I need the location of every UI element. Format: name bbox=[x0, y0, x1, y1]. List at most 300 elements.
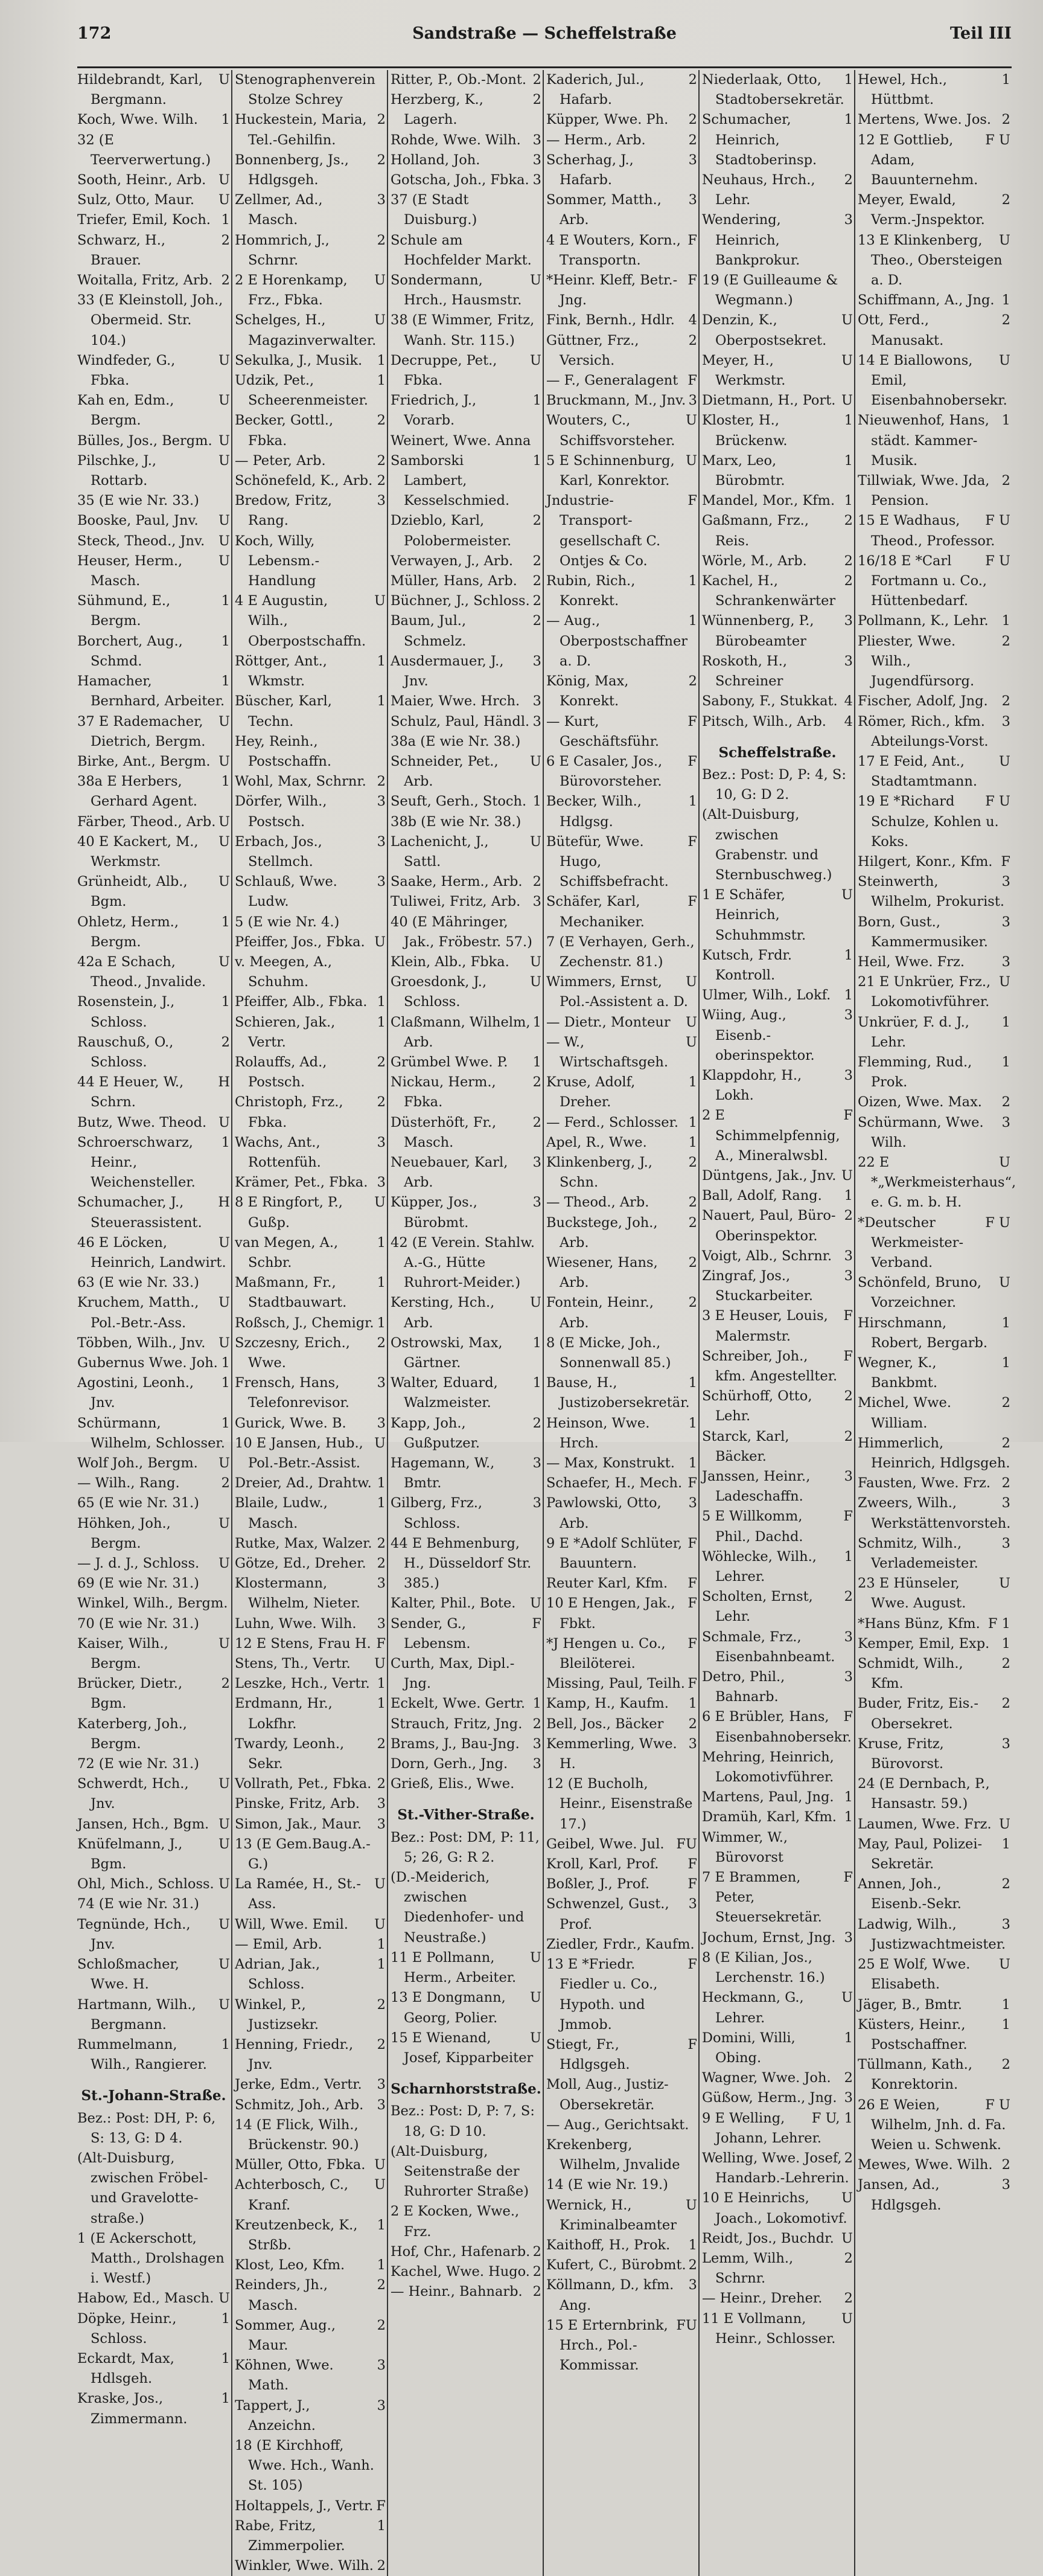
directory-entry bbox=[702, 1748, 853, 1787]
floor-code: U bbox=[841, 392, 853, 409]
directory-entry bbox=[546, 1473, 697, 1493]
entry-text: 10 E Jansen, Hub., Pol.-Betr.-Assist. bbox=[235, 1435, 363, 1472]
directory-entry bbox=[702, 1547, 853, 1587]
page-header bbox=[77, 18, 1012, 46]
entry-text: *J Hengen u. Co., Bleilöterei. bbox=[546, 1635, 666, 1672]
directory-entry bbox=[77, 231, 230, 271]
entry-text: Weinert, Wwe. Anna bbox=[391, 432, 531, 449]
floor-code: 1 bbox=[688, 613, 697, 629]
entry-text: 8 (E Micke, Joh., Sonnenwall 85.) bbox=[546, 1334, 671, 1371]
entry-text: Zweers, Wilh., Werkstättenvorsteh. bbox=[858, 1495, 1011, 1531]
entry-text: Saake, Herm., Arb. bbox=[391, 874, 523, 890]
floor-code: U bbox=[374, 312, 386, 328]
floor-code: 4 bbox=[844, 693, 853, 710]
entry-text: Tüllmann, Kath., Konrektorin. bbox=[858, 2057, 972, 2093]
floor-code: 3 bbox=[688, 152, 697, 168]
entry-text: 46 E Löcken, Heinrich, Landwirt. bbox=[77, 1234, 226, 1270]
floor-code: U bbox=[530, 272, 541, 289]
directory-entry bbox=[77, 1333, 230, 1353]
directory-entry bbox=[546, 190, 697, 230]
page-number: 172 bbox=[77, 24, 112, 43]
directory-entry bbox=[235, 1614, 386, 1634]
columns-container bbox=[77, 70, 1016, 2574]
directory-entry bbox=[702, 1306, 853, 1346]
directory-entry bbox=[858, 290, 1010, 310]
entry-text: Birke, Ant., Bergm. bbox=[77, 753, 211, 769]
entry-text: Blaile, Ludw., Masch. bbox=[235, 1495, 328, 1531]
directory-entry bbox=[391, 691, 541, 711]
entry-text: — Aug., Gerichtsakt. bbox=[546, 2116, 689, 2133]
directory-entry bbox=[391, 872, 541, 892]
directory-entry bbox=[235, 70, 386, 110]
floor-code: 1 bbox=[844, 2030, 853, 2046]
directory-entry bbox=[391, 2028, 541, 2068]
entry-text: 38a E Herbers, Gerhard Agent. bbox=[77, 774, 197, 810]
entry-text: 65 (E wie Nr. 31.) bbox=[77, 1495, 199, 1511]
directory-entry bbox=[77, 391, 230, 431]
directory-entry bbox=[391, 451, 541, 511]
entry-text: Brams, J., Bau-Jng. bbox=[391, 1735, 520, 1752]
entry-text: 2 E Schimmelpfennig, A., Mineralwsbl. bbox=[702, 1107, 840, 1164]
directory-entry bbox=[858, 1874, 1010, 1914]
entry-text: Schumacher, J., Steuerassistent. bbox=[77, 1194, 202, 1231]
directory-entry bbox=[546, 752, 697, 792]
floor-code: U bbox=[218, 172, 230, 188]
floor-code: 2 bbox=[1001, 633, 1010, 649]
entry-text: Bause, H., Justizobersekretär. bbox=[546, 1375, 690, 1411]
entry-text: Nickau, Herm., Fbka. bbox=[391, 1074, 496, 1110]
entry-text: Pilschke, J., Rottarb. bbox=[77, 452, 157, 489]
floor-code: 2 bbox=[532, 613, 541, 629]
entry-text: 1 (E Ackerschott, Matth., Drolshagen i. Westf.) bbox=[77, 2230, 225, 2287]
entry-text: 5 E Willkomm, Phil., Dachd. bbox=[702, 1508, 803, 1545]
directory-entry bbox=[235, 491, 386, 531]
directory-entry bbox=[77, 1834, 230, 1874]
entry-text: Kraske, Jos., Zimmermann. bbox=[77, 2391, 188, 2427]
entry-text: 11 E Pollmann, Herm., Arbeiter. bbox=[391, 1949, 517, 1986]
entry-text: Schreiber, Joh., kfm. Angestellter. bbox=[702, 1348, 838, 1384]
entry-text: Heckmann, G., Lehrer. bbox=[702, 1990, 804, 2026]
floor-code: 1 bbox=[221, 1375, 230, 1391]
directory-entry bbox=[391, 1754, 541, 1774]
directory-entry bbox=[546, 1634, 697, 1674]
entry-text: 3 E Heuser, Louis, Malermstr. bbox=[702, 1308, 828, 1344]
entry-text: Schneider, Pet., Arb. bbox=[391, 753, 499, 790]
entry-text: Müller, Hans, Arb. bbox=[391, 573, 517, 589]
directory-entry bbox=[546, 130, 697, 150]
entry-text: König, Max, Konrekt. bbox=[546, 673, 629, 710]
floor-code: 3 bbox=[377, 2077, 386, 2093]
entry-text: Krekenberg, Wilhelm, Jnvalide bbox=[546, 2136, 680, 2173]
entry-text: 18 (E Kirchhoff, Wwe. Hch., Wanh. St. 105) bbox=[235, 2437, 374, 2494]
entry-text: Pfeiffer, Jos., Fbka. bbox=[235, 934, 365, 950]
directory-entry bbox=[391, 431, 541, 451]
entry-text: 13 E Klinkenberg, Theo., Obersteigen a. D. bbox=[858, 232, 1003, 289]
directory-entry bbox=[546, 1373, 697, 1413]
directory-entry bbox=[858, 752, 1010, 792]
directory-entry bbox=[858, 1013, 1010, 1053]
entry-text: Wiesener, Hans, Arb. bbox=[546, 1254, 658, 1291]
directory-entry bbox=[546, 1153, 697, 1193]
entry-text: Geibel, Wwe. Jul. bbox=[546, 1836, 665, 1852]
directory-entry bbox=[858, 1113, 1010, 1153]
entry-text: Erdmann, Hr., Lokfhr. bbox=[235, 1696, 333, 1732]
floor-code: 2 bbox=[532, 1114, 541, 1130]
entry-text: Kruse, Fritz, Bürovorst. bbox=[858, 1735, 944, 1772]
directory-entry bbox=[546, 832, 697, 892]
entry-text: Mehring, Heinrich, Lokomotivführer. bbox=[702, 1749, 834, 1786]
floor-code: 2 bbox=[377, 473, 386, 489]
floor-code: U bbox=[686, 412, 697, 429]
directory-entry bbox=[235, 1955, 386, 1994]
entry-text: Wohl, Max, Schrnr. bbox=[235, 774, 366, 790]
floor-code: 2 bbox=[532, 573, 541, 589]
entry-text: Verwayen, J., Arb. bbox=[391, 553, 514, 569]
floor-code: 3 bbox=[1001, 1916, 1010, 1932]
directory-entry bbox=[702, 2068, 853, 2088]
entry-text: Becker, Wilh., Hdlgsg. bbox=[546, 793, 642, 830]
floor-code: 1 bbox=[532, 1696, 541, 1712]
entry-text: Wachs, Ant., Rottenfüh. bbox=[235, 1134, 321, 1170]
floor-code: 3 bbox=[844, 212, 853, 228]
floor-code: 3 bbox=[1001, 874, 1010, 890]
entry-text: Hagemann, W., Bmtr. bbox=[391, 1455, 495, 1491]
directory-entry bbox=[235, 310, 386, 350]
directory-entry bbox=[391, 90, 541, 130]
directory-entry bbox=[858, 1434, 1010, 1473]
floor-code: 2 bbox=[221, 1475, 230, 1491]
floor-code: F bbox=[687, 1635, 697, 1652]
entry-text: Ladwig, Wilh., Justizwachtmeister. bbox=[858, 1916, 1006, 1952]
entry-text: Booske, Paul, Jnv. bbox=[77, 513, 199, 529]
floor-code: 1 bbox=[377, 1936, 386, 1952]
directory-entry bbox=[858, 712, 1010, 752]
directory-entry bbox=[391, 712, 541, 732]
floor-code: U bbox=[374, 1194, 386, 1211]
directory-entry bbox=[858, 792, 1010, 852]
directory-entry bbox=[546, 391, 697, 411]
entry-text: 1 E Schäfer, Heinrich, Schuhmmstr. bbox=[702, 887, 806, 943]
directory-entry bbox=[702, 1948, 853, 1988]
floor-code: 1 bbox=[532, 392, 541, 409]
entry-text: Eckelt, Wwe. Gertr. bbox=[391, 1696, 526, 1712]
entry-text: Dietmann, H., Port. bbox=[702, 392, 836, 409]
directory-entry bbox=[235, 351, 386, 371]
directory-entry bbox=[77, 1995, 230, 2035]
entry-text: 11 E Vollmann, Heinr., Schlosser. bbox=[702, 2310, 836, 2347]
directory-entry bbox=[235, 591, 386, 652]
entry-text: Samborski Lambert, Kesselschmied. bbox=[391, 452, 510, 509]
floor-code: 1 bbox=[1001, 1355, 1010, 1371]
floor-code: F bbox=[532, 1615, 541, 1632]
directory-entry bbox=[858, 2175, 1010, 2215]
directory-entry bbox=[546, 411, 697, 450]
directory-entry bbox=[77, 70, 230, 110]
entry-text: 10 E Hengen, Jak., Fbkt. bbox=[546, 1595, 675, 1632]
entry-text: Boßler, J., Prof. bbox=[546, 1876, 650, 1892]
entry-text: Klostermann, Wilhelm, Nieter. bbox=[235, 1575, 360, 1612]
entry-text: Sabony, F., Stukkat. bbox=[702, 693, 838, 710]
entry-text: Denzin, K., Oberpostsekret. bbox=[702, 312, 827, 348]
floor-code: U bbox=[218, 1556, 230, 1572]
entry-text: Bell, Jos., Bäcker bbox=[546, 1716, 664, 1732]
directory-entry bbox=[235, 992, 386, 1012]
floor-code: 2 bbox=[532, 1716, 541, 1732]
directory-entry bbox=[858, 551, 1010, 612]
entry-text: Butz, Wwe. Theod. bbox=[77, 1114, 207, 1130]
floor-code: U bbox=[218, 513, 230, 529]
directory-entry bbox=[391, 1534, 541, 1594]
entry-text: 38a (E wie Nr. 38.) bbox=[391, 733, 521, 749]
directory-entry bbox=[235, 2155, 386, 2175]
entry-text: Hamacher, Bernhard, Arbeiter. bbox=[77, 673, 225, 710]
directory-entry bbox=[77, 2389, 230, 2429]
entry-text: Schlauß, Wwe. Ludw. bbox=[235, 874, 337, 910]
directory-entry bbox=[858, 912, 1010, 952]
directory-entry bbox=[235, 1233, 386, 1273]
floor-code: 1 bbox=[377, 1014, 386, 1030]
floor-code: 1 bbox=[1001, 1014, 1010, 1030]
floor-code: F bbox=[687, 232, 697, 248]
column-6 bbox=[854, 70, 1016, 2576]
floor-code: 3 bbox=[532, 693, 541, 710]
directory-entry bbox=[77, 1273, 230, 1293]
floor-code: 2 bbox=[377, 1054, 386, 1070]
entry-text: Götze, Ed., Dreher. bbox=[235, 1556, 366, 1572]
directory-entry bbox=[702, 611, 853, 651]
directory-entry bbox=[235, 1313, 386, 1333]
floor-code: 3 bbox=[688, 2277, 697, 2293]
floor-code: 1 bbox=[688, 1696, 697, 1712]
directory-entry bbox=[546, 1734, 697, 1774]
floor-code: 1 bbox=[377, 352, 386, 368]
floor-code: 1 bbox=[1001, 412, 1010, 429]
directory-entry bbox=[702, 391, 853, 411]
floor-code: 1 bbox=[377, 1676, 386, 1692]
directory-entry bbox=[77, 832, 230, 872]
entry-text: Woitalla, Fritz, Arb. bbox=[77, 272, 213, 289]
entry-text: 40 E Kackert, M., Werkmstr. bbox=[77, 833, 199, 870]
entry-text: 4 E Wouters, Korn., Transportn. bbox=[546, 232, 681, 268]
directory-entry bbox=[702, 411, 853, 450]
floor-code: U bbox=[999, 352, 1010, 368]
floor-code: U bbox=[686, 974, 697, 990]
directory-entry bbox=[391, 1233, 541, 1293]
floor-code: U bbox=[841, 887, 853, 903]
floor-code: 2 bbox=[377, 2317, 386, 2333]
floor-code: U bbox=[686, 1014, 697, 1030]
directory-entry bbox=[702, 2309, 853, 2349]
directory-entry bbox=[702, 1347, 853, 1386]
directory-entry bbox=[391, 170, 541, 190]
floor-code: U bbox=[218, 833, 230, 850]
entry-text: Kreutzenbeck, K., Strßb. bbox=[235, 2217, 358, 2253]
floor-code: 1 bbox=[844, 112, 853, 128]
directory-entry bbox=[546, 331, 697, 371]
floor-code: 2 bbox=[377, 774, 386, 790]
directory-entry bbox=[235, 2556, 386, 2576]
directory-entry bbox=[858, 70, 1010, 110]
floor-code: 4 bbox=[844, 713, 853, 729]
floor-code: F bbox=[687, 753, 697, 769]
directory-entry bbox=[702, 2249, 853, 2289]
floor-code: U bbox=[218, 753, 230, 769]
floor-code: F bbox=[687, 493, 697, 509]
entry-text: Mewes, Wwe. Wilh. bbox=[858, 2157, 993, 2173]
entry-text: Hommrich, J., Schrnr. bbox=[235, 232, 330, 268]
directory-entry bbox=[77, 912, 230, 952]
directory-entry bbox=[391, 231, 541, 271]
entry-text: Röttger, Ant., Wkmstr. bbox=[235, 653, 327, 690]
floor-code: U bbox=[218, 1455, 230, 1472]
entry-text: Rohde, Wwe. Wilh. bbox=[391, 132, 521, 148]
floor-code: U bbox=[374, 1876, 386, 1892]
entry-text: Bredow, Fritz, Rang. bbox=[235, 493, 333, 529]
entry-text: Winkel, P., Justizsekr. bbox=[235, 1996, 319, 2033]
floor-code: U bbox=[374, 1435, 386, 1451]
directory-entry bbox=[77, 1614, 230, 1634]
directory-entry bbox=[702, 1386, 853, 1426]
floor-code: U bbox=[530, 1595, 541, 1612]
floor-code: 1 bbox=[688, 573, 697, 589]
entry-text: — J. d. J., Schloss. bbox=[77, 1556, 200, 1572]
floor-code: U bbox=[218, 1836, 230, 1852]
directory-entry bbox=[391, 1414, 541, 1453]
entry-text: Zingraf, Jos., Stuckarbeiter. bbox=[702, 1267, 814, 1304]
directory-entry bbox=[235, 371, 386, 411]
directory-entry bbox=[391, 1988, 541, 2028]
directory-entry bbox=[858, 1915, 1010, 1955]
floor-code: 2 bbox=[532, 1074, 541, 1091]
floor-code: 2 bbox=[844, 2150, 853, 2166]
entry-text: Starck, Karl, Bäcker. bbox=[702, 1428, 789, 1464]
floor-code: 3 bbox=[844, 1669, 853, 1685]
entry-text: 2 E Horenkamp, Frz., Fbka. bbox=[235, 272, 348, 309]
entry-text: Dzieblo, Karl, Polobermeister. bbox=[391, 513, 512, 549]
entry-text: Jerke, Edm., Vertr. bbox=[235, 2077, 362, 2093]
entry-text: Kachel, Wwe. Hugo. bbox=[391, 2263, 530, 2280]
floor-code: 2 bbox=[844, 1428, 853, 1444]
entry-text: Steck, Theod., Jnv. bbox=[77, 533, 205, 549]
floor-code: 3 bbox=[1001, 1114, 1010, 1130]
directory-entry bbox=[77, 130, 230, 170]
entry-text: Borchert, Aug., Schmd. bbox=[77, 633, 183, 669]
entry-text: Jndustrie-Transport-gesellschaft C. Ontjes & Co. bbox=[546, 493, 661, 569]
directory-entry bbox=[391, 150, 541, 170]
directory-entry bbox=[702, 1467, 853, 1507]
floor-code: 2 bbox=[532, 2263, 541, 2280]
floor-code: 2 bbox=[532, 2243, 541, 2260]
entry-text: Wernick, H., Kriminalbeamter bbox=[546, 2197, 677, 2233]
entry-text: Michel, Wwe. William. bbox=[858, 1395, 951, 1431]
floor-code: 3 bbox=[844, 2090, 853, 2106]
entry-text: *Heinr. Kleff, Betr.-Jng. bbox=[546, 272, 678, 309]
entry-text: Domini, Willi, Obing. bbox=[702, 2030, 796, 2066]
entry-text: 8 (E Kilian, Jos., Lerchenstr. 16.) bbox=[702, 1949, 825, 1986]
entry-text: — Herm., Arb. bbox=[546, 132, 646, 148]
entry-text: Kaiser, Wilh., Bergm. bbox=[77, 1635, 168, 1672]
floor-code: 2 bbox=[844, 573, 853, 589]
entry-text: Kapp, Joh., Gußputzer. bbox=[391, 1415, 480, 1451]
directory-entry bbox=[391, 1453, 541, 1493]
entry-text: Laumen, Wwe. Frz. bbox=[858, 1816, 992, 1832]
entry-text: Leszke, Hch., Vertr. bbox=[235, 1676, 370, 1692]
entry-text: Kachel, H., Schrankenwärter bbox=[702, 573, 836, 609]
street-heading: St.-Vither-Straße. bbox=[397, 1807, 535, 1824]
entry-text: Tuliwei, Fritz, Arb. bbox=[391, 894, 521, 910]
entry-text: Bütefür, Wwe. Hugo, Schiffsbefracht. bbox=[546, 833, 669, 890]
entry-text: Gubernus Wwe. Joh. bbox=[77, 1355, 218, 1371]
directory-entry bbox=[702, 210, 853, 271]
directory-entry bbox=[546, 1854, 697, 1874]
floor-code: 1 bbox=[221, 112, 230, 128]
floor-code: U bbox=[218, 1234, 230, 1251]
directory-entry bbox=[546, 1193, 697, 1213]
directory-entry bbox=[546, 972, 697, 1012]
entry-text: 44 E Behmenburg, H., Düsseldorf Str. 385.) bbox=[391, 1535, 532, 1592]
directory-entry bbox=[858, 1815, 1010, 1834]
floor-code: U bbox=[374, 1656, 386, 1672]
entry-text: Pinske, Fritz, Arb. bbox=[235, 1796, 360, 1812]
directory-entry bbox=[235, 732, 386, 772]
entry-text: 2 E Kocken, Wwe., Frz. bbox=[391, 2203, 520, 2240]
entry-text: Seuft, Gerh., Stoch. bbox=[391, 793, 527, 810]
directory-entry bbox=[235, 2275, 386, 2315]
floor-code: 3 bbox=[844, 1267, 853, 1284]
entry-text: Neuhaus, Hrch., Lehr. bbox=[702, 172, 815, 208]
floor-code: 3 bbox=[688, 192, 697, 208]
floor-code: F U bbox=[985, 793, 1010, 810]
floor-code: 2 bbox=[844, 553, 853, 569]
entry-text: Schwarz, H., Brauer. bbox=[77, 232, 166, 268]
directory-entry bbox=[546, 1213, 697, 1253]
floor-code: 3 bbox=[532, 1756, 541, 1772]
floor-code: U bbox=[218, 813, 230, 830]
directory-entry bbox=[391, 1153, 541, 1193]
entry-text: 10 E Heinrichs, Joach., Lokomotivf. bbox=[702, 2190, 847, 2226]
entry-text: Sommer, Aug., Maur. bbox=[235, 2317, 336, 2353]
entry-text: Maßmann, Fr., Stadtbauwart. bbox=[235, 1275, 347, 1311]
header-rule bbox=[77, 66, 1012, 68]
entry-text: 32 (E Teerverwertung.) bbox=[77, 132, 211, 168]
directory-entry bbox=[235, 1815, 386, 1834]
entry-text: — Heinr., Bahnarb. bbox=[391, 2284, 523, 2300]
directory-entry bbox=[391, 1868, 541, 1948]
directory-entry bbox=[391, 1828, 541, 1868]
entry-text: Küpper, Jos., Bürobmt. bbox=[391, 1194, 477, 1231]
entry-text: Schönefeld, K., Arb. bbox=[235, 473, 373, 489]
entry-text: 9 E Welling, Johann, Lehrer. bbox=[702, 2110, 822, 2146]
floor-code: 3 bbox=[844, 1629, 853, 1645]
entry-text: *Deutscher Werkmeister-Verband. bbox=[858, 1214, 964, 1270]
entry-text: Frensch, Hans, Telefonrevisor. bbox=[235, 1375, 349, 1411]
floor-code: 2 bbox=[688, 673, 697, 690]
floor-code: 3 bbox=[844, 1067, 853, 1083]
directory-entry bbox=[77, 451, 230, 491]
directory-entry bbox=[77, 2035, 230, 2075]
directory-entry bbox=[858, 231, 1010, 291]
floor-code: U bbox=[218, 2290, 230, 2307]
directory-entry bbox=[391, 1654, 541, 1694]
floor-code: U bbox=[218, 553, 230, 569]
floor-code: 1 bbox=[221, 914, 230, 930]
floor-code: U bbox=[218, 1515, 230, 1531]
floor-code: 3 bbox=[1001, 1735, 1010, 1752]
floor-code: 3 bbox=[377, 833, 386, 850]
floor-code: F bbox=[687, 272, 697, 289]
entry-text: Rolauffs, Ad., Postsch. bbox=[235, 1054, 327, 1091]
entry-text: Küsters, Heinr., Postschaffner. bbox=[858, 2016, 968, 2052]
